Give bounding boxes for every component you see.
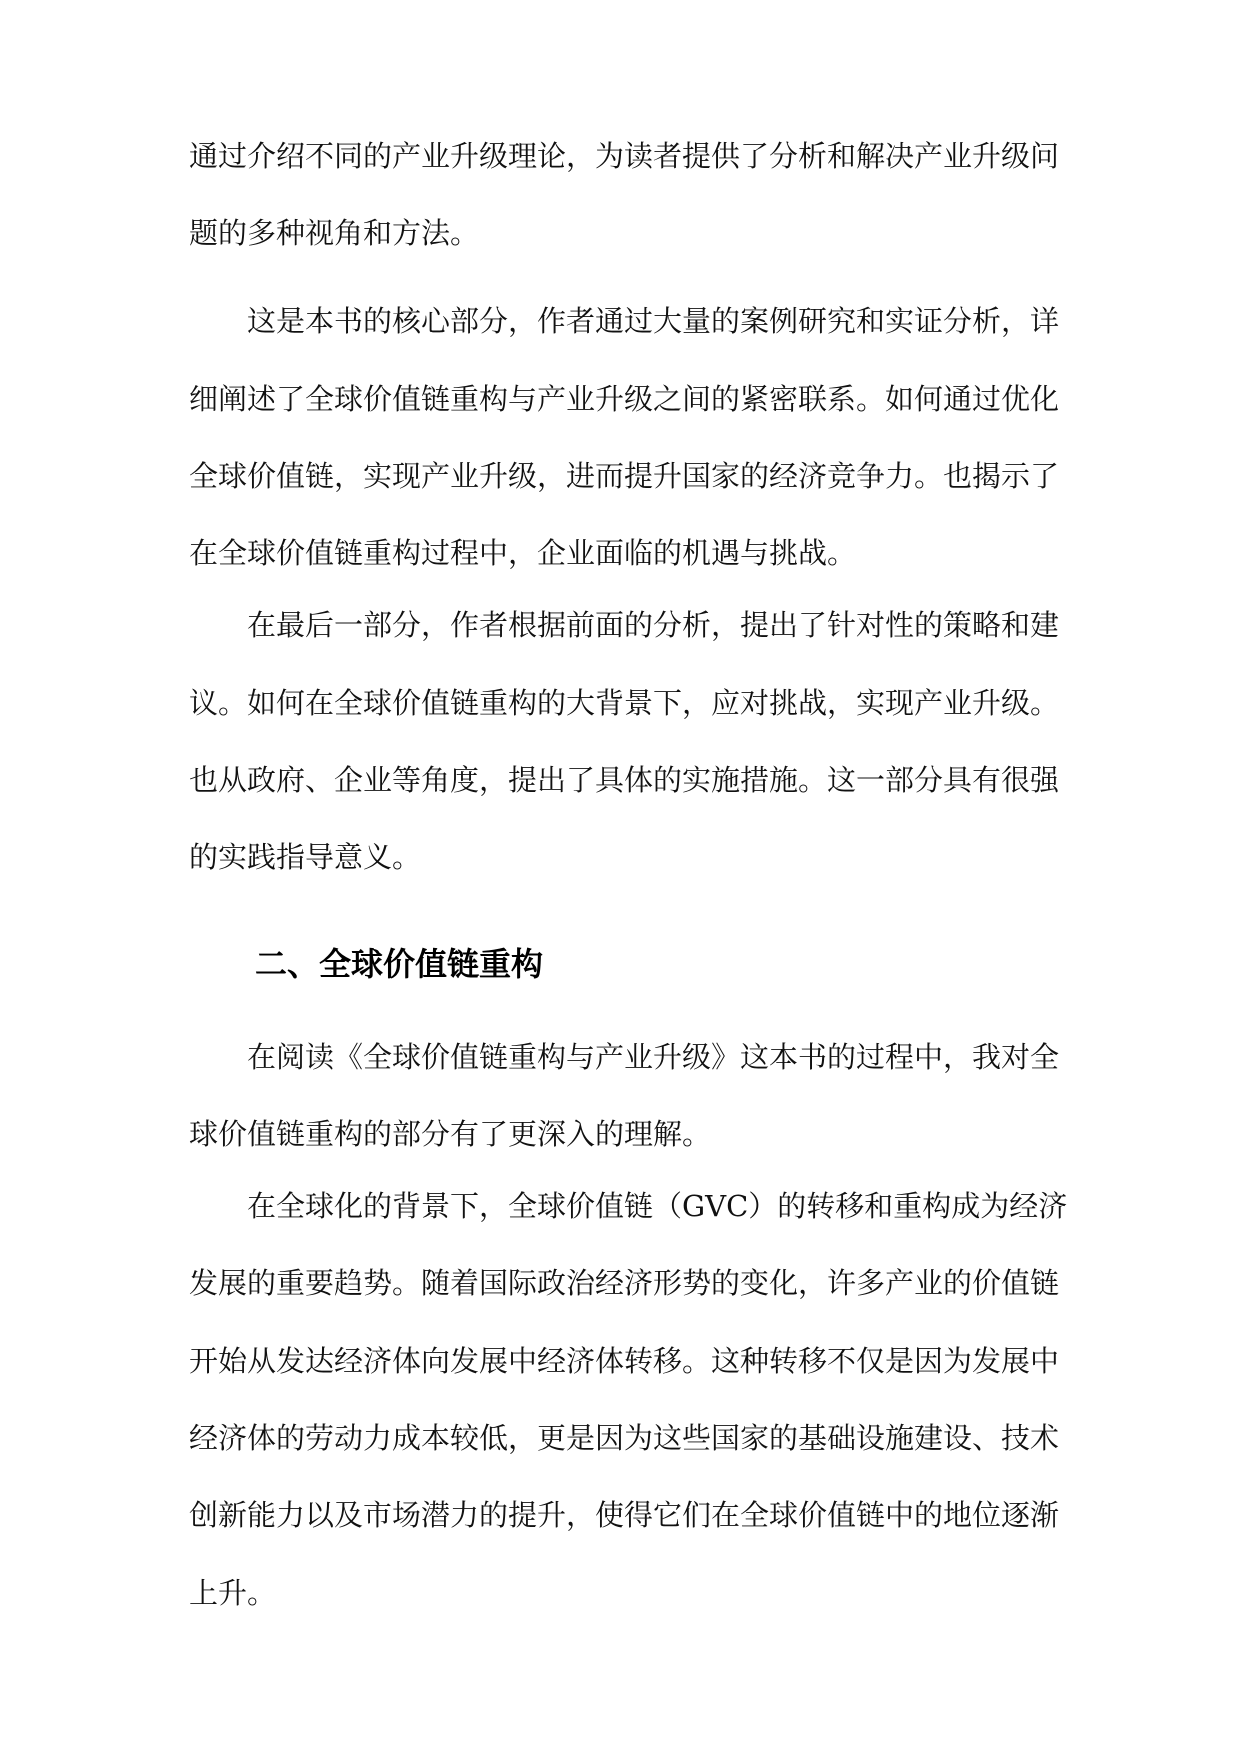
text-line-9: 也从政府、企业等角度，提出了具体的实施措施。这一部分具有很强	[189, 763, 1060, 797]
text-line-18: 上升。	[189, 1576, 277, 1610]
text-line-13: 在全球化的背景下，全球价值链（GVC）的转移和重构成为经济	[247, 1189, 1068, 1223]
text-line-2: 题的多种视角和方法。	[189, 216, 480, 250]
text-line-12: 球价值链重构的部分有了更深入的理解。	[189, 1117, 712, 1151]
text-line-1: 通过介绍不同的产业升级理论，为读者提供了分析和解决产业升级问	[189, 139, 1060, 173]
text-line-4: 细阐述了全球价值链重构与产业升级之间的紧密联系。如何通过优化	[189, 382, 1060, 416]
text-line-14: 发展的重要趋势。随着国际政治经济形势的变化，许多产业的价值链	[189, 1266, 1060, 1300]
text-line-17: 创新能力以及市场潜力的提升，使得它们在全球价值链中的地位逐渐	[189, 1498, 1060, 1532]
text-line-16: 经济体的劳动力成本较低，更是因为这些国家的基础设施建设、技术	[189, 1421, 1060, 1455]
text-line-11: 在阅读《全球价值链重构与产业升级》这本书的过程中，我对全	[247, 1040, 1060, 1074]
text-line-8: 议。如何在全球价值链重构的大背景下，应对挑战，实现产业升级。	[189, 686, 1060, 720]
text-line-10: 的实践指导意义。	[189, 840, 422, 874]
text-line-5: 全球价值链，实现产业升级，进而提升国家的经济竞争力。也揭示了	[189, 459, 1060, 493]
section-heading: 二、全球价值链重构	[255, 945, 544, 983]
text-line-15: 开始从发达经济体向发展中经济体转移。这种转移不仅是因为发展中	[189, 1344, 1060, 1378]
text-line-6: 在全球价值链重构过程中，企业面临的机遇与挑战。	[189, 536, 857, 570]
text-line-3: 这是本书的核心部分，作者通过大量的案例研究和实证分析，详	[247, 304, 1060, 338]
text-line-7: 在最后一部分，作者根据前面的分析，提出了针对性的策略和建	[247, 608, 1060, 642]
